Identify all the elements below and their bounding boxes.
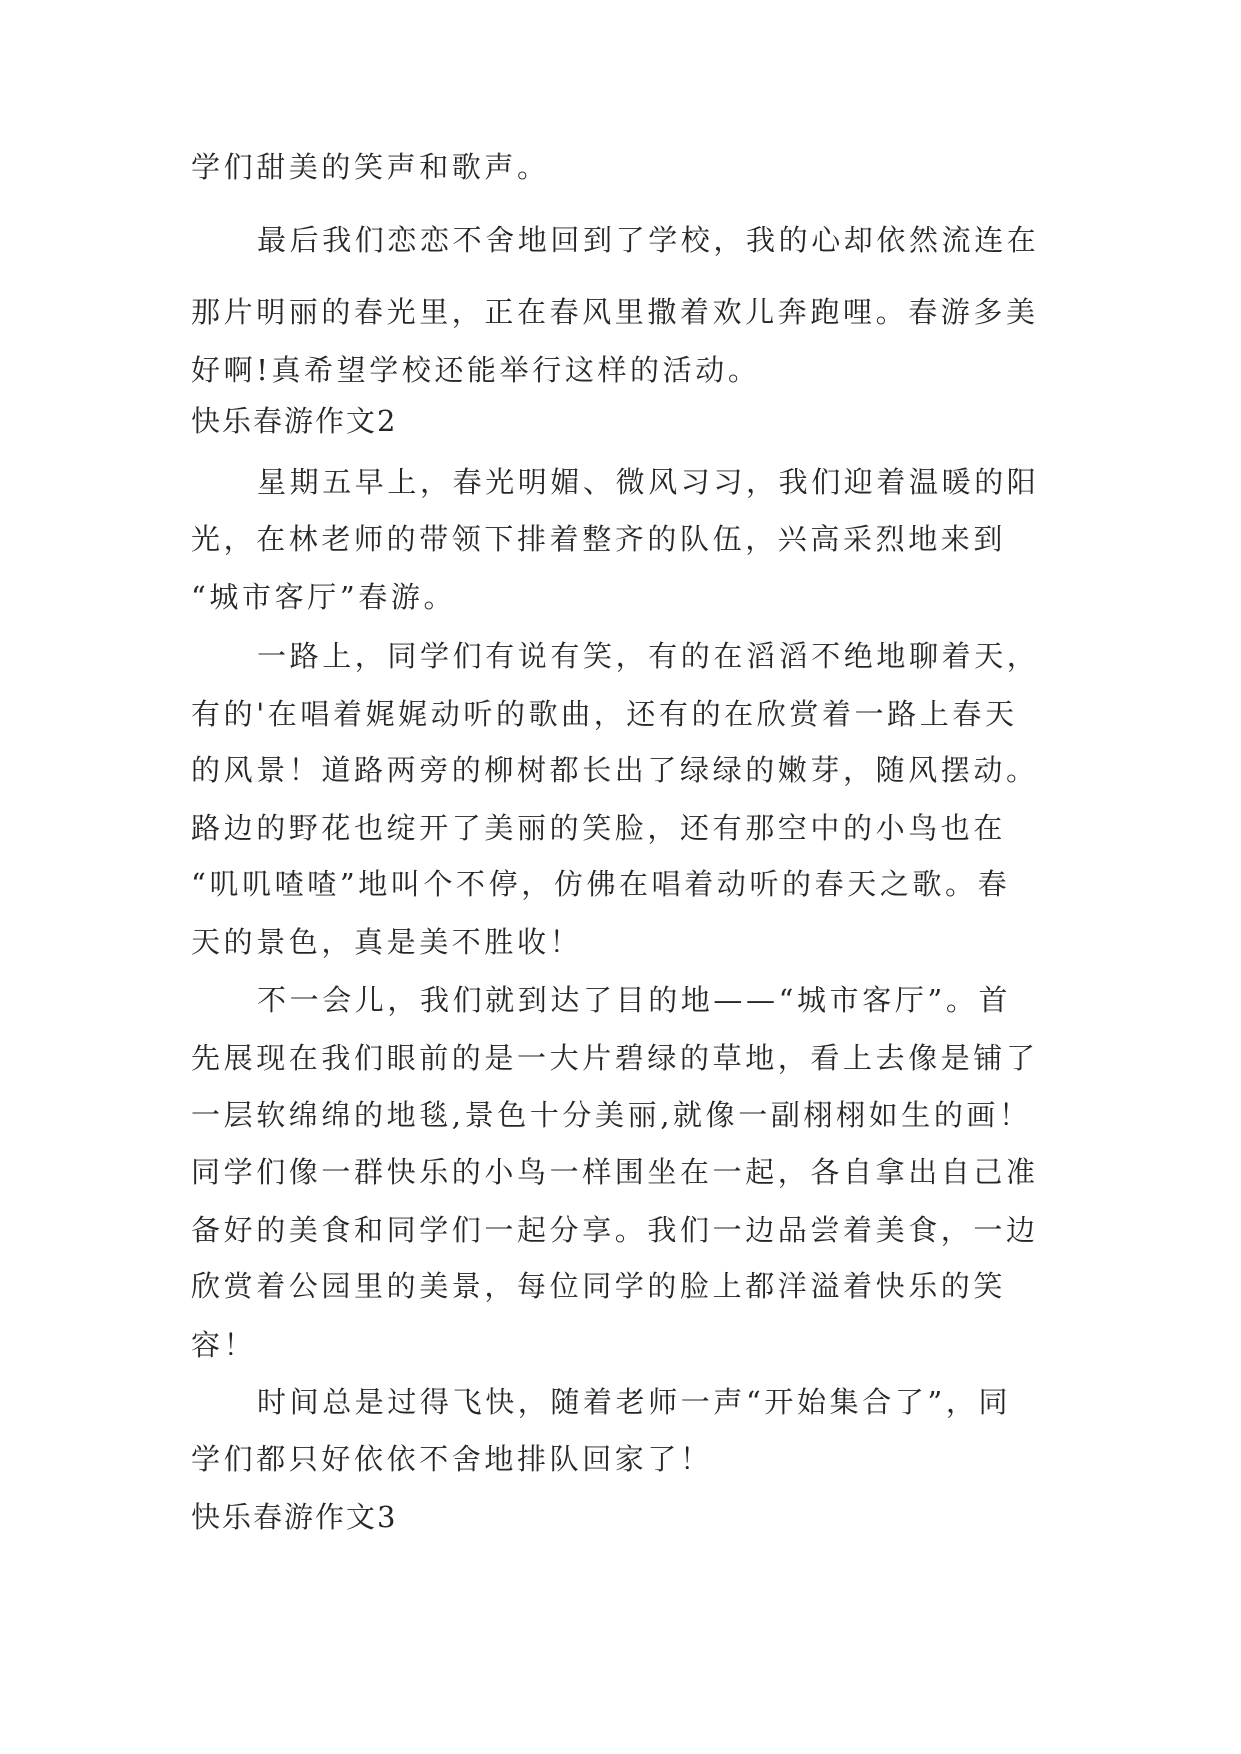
text-line: 一层软绵绵的地毯,景色十分美丽,就像一副栩栩如生的画！	[191, 1098, 1032, 1132]
text-line: 天的景色，真是美不胜收！	[191, 925, 583, 959]
text-line: 路边的野花也绽开了美丽的笑脸，还有那空中的小鸟也在	[191, 811, 1007, 845]
text-line: 好啊!真希望学校还能举行这样的活动。	[191, 353, 761, 387]
text-line: 先展现在我们眼前的是一大片碧绿的草地，看上去像是铺了	[191, 1041, 1039, 1075]
paragraph-start-line: 时间总是过得飞快，随着老师一声“开始集合了”，同	[257, 1385, 1012, 1419]
text-line: 的风景！道路两旁的柳树都长出了绿绿的嫩芽，随风摆动。	[191, 753, 1039, 787]
text-line: 学们都只好依依不舍地排队回家了！	[191, 1442, 713, 1476]
text-line: 同学们像一群快乐的小鸟一样围坐在一起，各自拿出自己准	[191, 1155, 1039, 1189]
text-line: 光，在林老师的带领下排着整齐的队伍，兴高采烈地来到	[191, 522, 1007, 556]
text-line: “叽叽喳喳”地叫个不停，仿佛在唱着动听的春天之歌。春	[191, 867, 1011, 901]
section-heading: 快乐春游作文2	[191, 404, 398, 438]
text-line: 备好的美食和同学们一起分享。我们一边品尝着美食，一边	[191, 1213, 1039, 1247]
paragraph-start-line: 不一会儿，我们就到达了目的地——“城市客厅”。首	[257, 983, 1012, 1017]
text-line: 欣赏着公园里的美景，每位同学的脸上都洋溢着快乐的笑	[191, 1269, 1007, 1303]
text-line: 那片明丽的春光里，正在春风里撒着欢儿奔跑哩。春游多美	[191, 295, 1039, 329]
text-line: 学们甜美的笑声和歌声。	[191, 150, 550, 184]
text-line: 容！	[191, 1328, 257, 1362]
text-line: “城市客厅”春游。	[191, 580, 457, 614]
text-line: 有的'在唱着娓娓动听的歌曲，还有的在欣赏着一路上春天	[191, 697, 1018, 731]
paragraph-start-line: 最后我们恋恋不舍地回到了学校，我的心却依然流连在	[257, 223, 1040, 257]
paragraph-start-line: 一路上，同学们有说有笑，有的在滔滔不绝地聊着天，	[257, 639, 1040, 673]
paragraph-start-line: 星期五早上，春光明媚、微风习习，我们迎着温暖的阳	[257, 465, 1040, 499]
section-heading: 快乐春游作文3	[191, 1500, 398, 1534]
